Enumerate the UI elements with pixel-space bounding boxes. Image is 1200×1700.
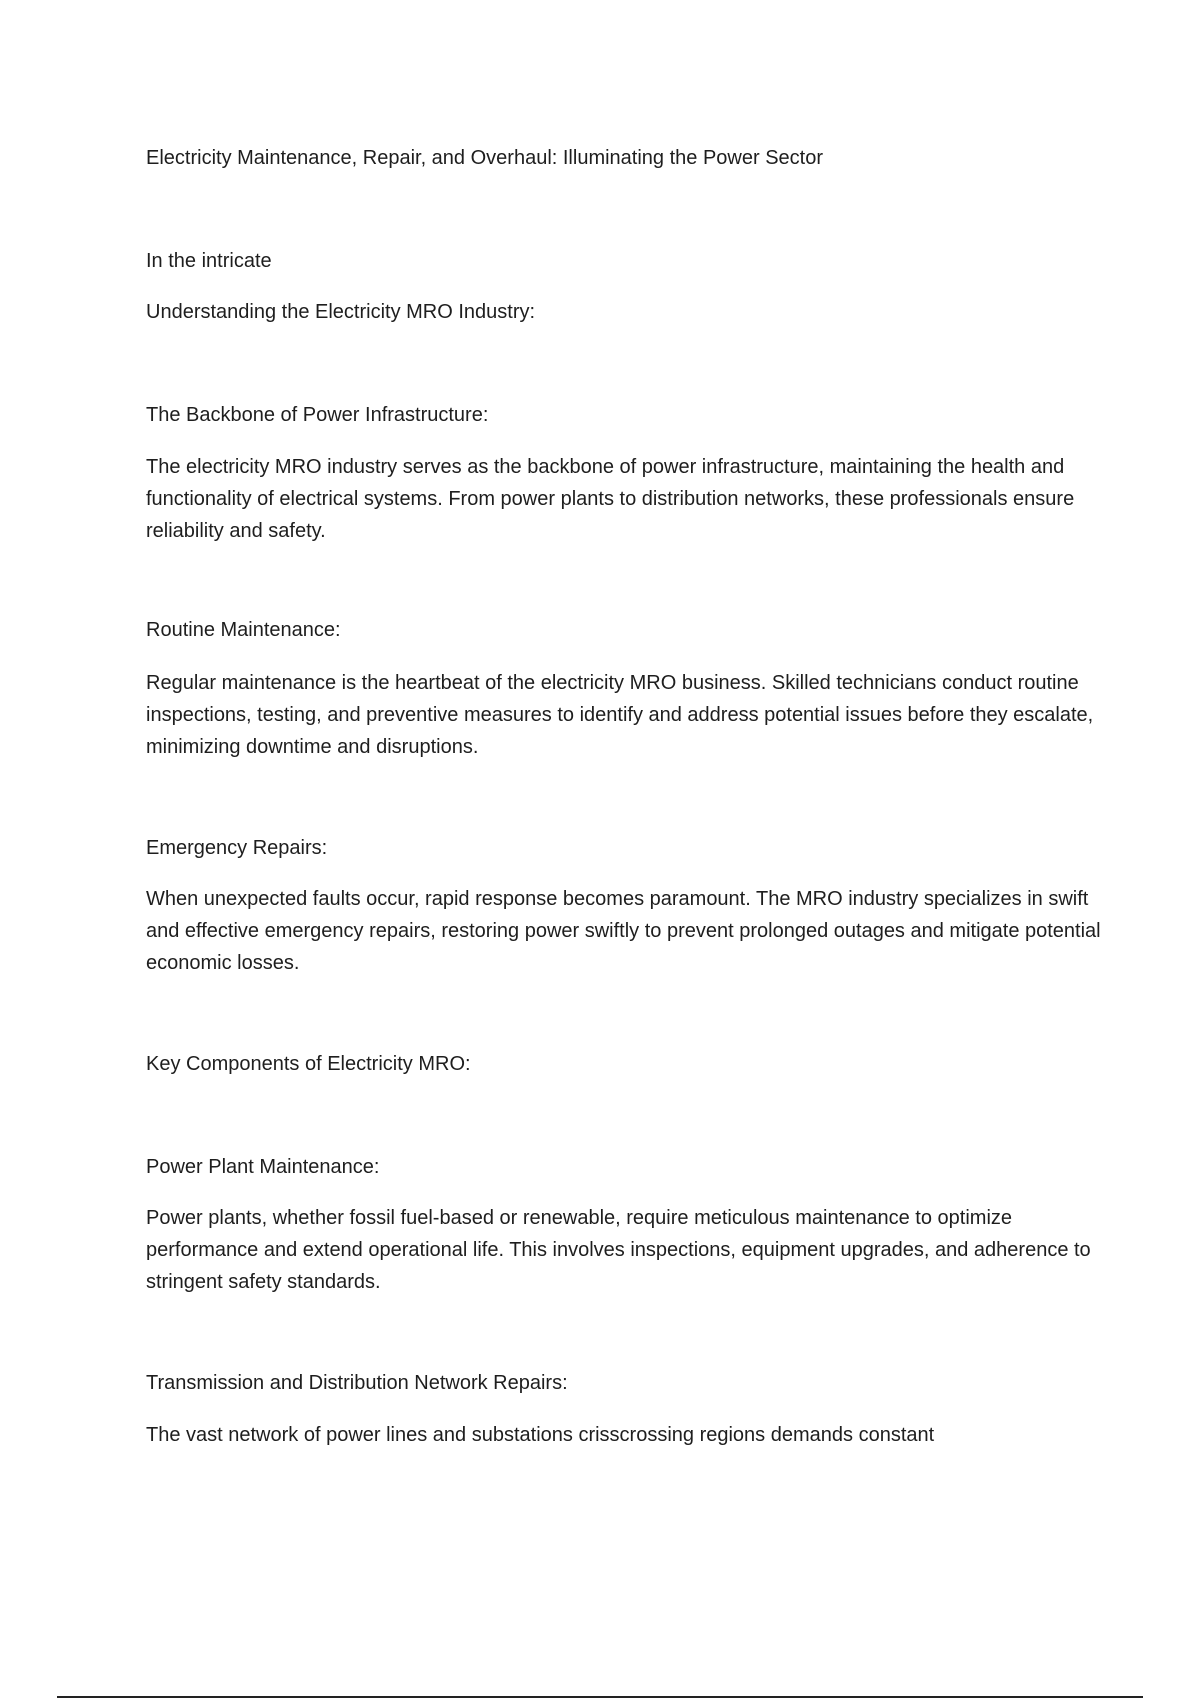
- subheading-backbone: The Backbone of Power Infrastructure:: [146, 404, 489, 426]
- subheading-power-plant: Power Plant Maintenance:: [146, 1156, 380, 1178]
- paragraph-power-plant: Power plants, whether fossil fuel-based or renewable, require meticulous maintenance to optimize performance and extend operational life. This involves inspections, equipment upgrades, and adherence to stringent safety standards.: [146, 1207, 1091, 1293]
- section-heading-understanding: Understanding the Electricity MRO Industry:: [146, 301, 536, 323]
- subheading-routine-maintenance: Routine Maintenance:: [146, 619, 341, 641]
- paragraph-routine-maintenance: Regular maintenance is the heartbeat of the electricity MRO business. Skilled technicians conduct routine inspections, testing, and preventive measures to identify and address potential issues before they escalate, minimizing downtime and disruptions.: [146, 672, 1094, 758]
- page-bottom-rule: [57, 1696, 1143, 1698]
- paragraph-transmission: The vast network of power lines and substations crisscrossing regions demands constant: [146, 1424, 935, 1446]
- paragraph-emergency-repairs: When unexpected faults occur, rapid response becomes paramount. The MRO industry specializes in swift and effective emergency repairs, restoring power swiftly to prevent prolonged outages and mitigate potential economic losses.: [146, 888, 1101, 974]
- subheading-emergency-repairs: Emergency Repairs:: [146, 837, 328, 859]
- section-heading-key-components: Key Components of Electricity MRO:: [146, 1053, 471, 1075]
- document-title: Electricity Maintenance, Repair, and Overhaul: Illuminating the Power Sector: [146, 147, 824, 169]
- paragraph-backbone: The electricity MRO industry serves as the backbone of power infrastructure, maintaining the health and functionality of electrical systems. From power plants to distribution networks, these professionals ensure reliability and safety.: [146, 456, 1075, 542]
- subheading-transmission: Transmission and Distribution Network Repairs:: [146, 1372, 568, 1394]
- intro-text: In the intricate: [146, 250, 272, 272]
